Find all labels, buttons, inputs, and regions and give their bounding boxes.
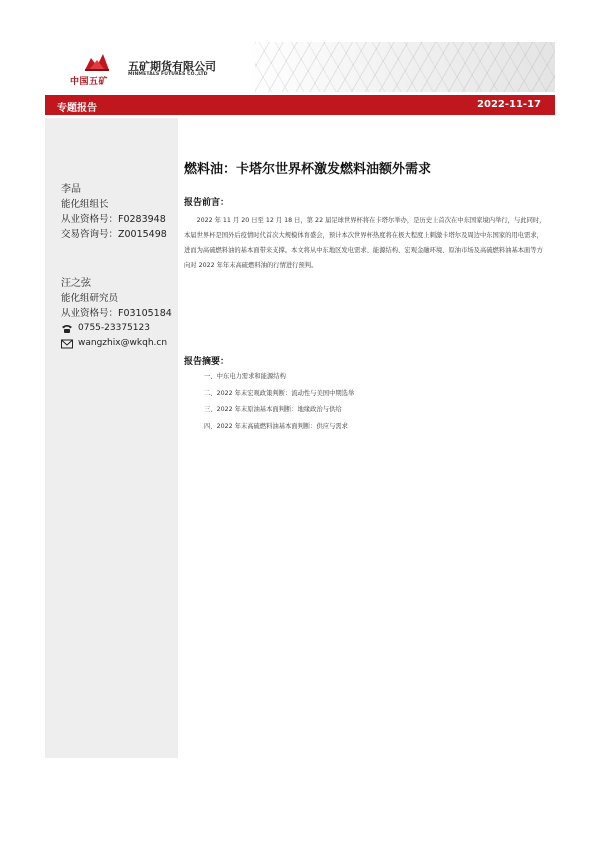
list-item: 三、2022 年末原油基本面判断：地缘政治与供给 (204, 406, 342, 413)
author-name: 汪之弦 (61, 278, 91, 289)
author-phone: 0755-23375123 (78, 323, 150, 333)
author-role: 能化组组长 (61, 199, 109, 210)
list-item: 四、2022 年末高硫燃料油基本面判断：供应与需求 (204, 422, 348, 430)
author-card (61, 182, 167, 242)
group-name: 中国五矿 (70, 77, 109, 87)
report-type-bar (45, 95, 555, 115)
summary-list (204, 369, 534, 435)
list-item: 二、2022 年末宏观政策判断：流动性与美国中期选举 (204, 389, 355, 397)
author-cert-number: 从业资格号：F0283948 (61, 214, 166, 225)
header-building-pattern (255, 42, 555, 92)
summary-heading: 报告摘要： (184, 357, 230, 367)
author-sidebar (45, 118, 178, 758)
company-name-en: MINMETALS FUTURES CO.,LTD (128, 72, 208, 77)
author-consult-number: 交易咨询号：Z0015498 (61, 229, 167, 240)
report-date: 2022-11-17 (477, 99, 541, 110)
author-email[interactable]: wangzhix@wkqh.cn (78, 338, 168, 348)
phone-icon (61, 324, 73, 334)
author-cert-number: 从业资格号：F03105184 (61, 308, 172, 319)
report-title: 燃料油：卡塔尔世界杯激发燃料油额外需求 (184, 162, 432, 177)
author-role: 能化组研究员 (61, 293, 119, 304)
intro-heading: 报告前言： (184, 198, 230, 208)
page-header (45, 42, 555, 92)
author-email-row (61, 336, 172, 351)
list-item: 一、中东电力需求和能源结构 (204, 373, 286, 380)
report-type-label: 专题报告 (57, 103, 97, 114)
intro-paragraph: 2022 年 11 月 20 日至 12 月 18 日，第 22 届足球世界杯将在卡塔尔举办，是历史上首次在中东国家境内举行，与此同时，本届世界杯是国外后疫情时代首次大规模体育盛会，预计本次世界杯热度将在极大程度上刺激卡塔尔及周边中东国家的用电需求，进而为高硫燃料油的基本面带来支撑。本文将从中东地区发电需求、能源结构、宏观金融环境、原油市场及高硫燃料油基本面等方向对 2022 年年末高硫燃料油的行情进行预判。 (184, 217, 546, 269)
author-phone-row (61, 321, 172, 336)
envelope-icon (61, 339, 73, 349)
author-card (61, 276, 172, 351)
minmetals-logo-icon (83, 50, 111, 72)
company-name-cn: 五矿期货有限公司 (128, 60, 216, 73)
author-name: 李品 (61, 184, 81, 195)
